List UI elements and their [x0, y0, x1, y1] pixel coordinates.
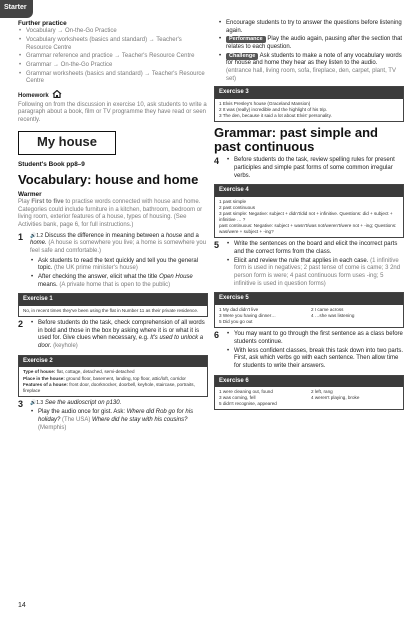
exercise-1-item: [18, 233, 208, 291]
exercise-5-steps: [226, 241, 404, 288]
warmer-text: [18, 199, 208, 230]
further-practice-item: • Grammar worksheets (basics and standard) → Teacher's Resource Centre: [18, 71, 208, 86]
answer-box-text: No, in recent times they've been using the flat in Number 11 as their private residence.: [23, 308, 199, 314]
ex3-step: • Encourage students to try to answer the questions before listening again.: [218, 20, 404, 35]
ex6-step: • With less confident classes, break this task down into two parts. First, ask which verbs go with each sentence. Then allow time for students to write their answers.: [226, 348, 404, 371]
exercise-number: 1: [18, 231, 24, 242]
exercise-2-item: [18, 320, 208, 352]
answer-col: [311, 307, 399, 325]
left-column: [18, 20, 208, 433]
exercise-4-item: [214, 157, 404, 181]
answer-box-body: [215, 305, 403, 327]
exercise-2-steps: [30, 320, 208, 351]
ex6-step: • You may want to go through the first sentence as a class before students continue.: [226, 331, 404, 346]
exercise-5-answer-box: [214, 292, 404, 328]
exercise-3-intro: [30, 400, 208, 408]
answer-box-heading: Exercise 2: [19, 356, 207, 368]
audio-icon: 🔊: [30, 399, 37, 406]
further-practice-item: • Vocabulary → On-the-Go Practice: [18, 28, 208, 36]
exercise-number: 2: [18, 319, 24, 330]
homework-heading: Homework: [18, 92, 49, 99]
further-practice-item: • Grammar → On-the-Go Practice: [18, 62, 208, 70]
answer-row-label: Features of a house:: [23, 381, 68, 387]
answer-box-heading: Exercise 5: [215, 293, 403, 305]
ex1-step-text: Ask students to read the text quickly and tell you the general topic.: [38, 257, 199, 272]
answer-box-heading: Exercise 4: [215, 185, 403, 197]
ex3-step: [30, 409, 208, 432]
ex1-step-italic: Open House: [159, 274, 193, 281]
ex4-step: • Before students do the task, review spelling rules for present participles and simple past forms of some common irregular verbs.: [226, 157, 404, 180]
exercise-3-continued: [214, 20, 404, 83]
ex1-and: and a: [183, 232, 199, 239]
answer-line: 2 I came across: [311, 307, 344, 313]
exercise-6-answer-box: [214, 375, 404, 411]
ex1-step-note: (the UK prime minister's house): [54, 265, 138, 272]
warmer-body: to practise words connected with house and home. Categories could include furniture in a kitchen, bathroom, bedroom or living room, exterior features of a house, types of housing.: [18, 198, 203, 221]
warmer-game: First to five: [31, 198, 64, 205]
answer-line: 4 weren't playing, broke: [311, 395, 360, 401]
students-book-ref: Student's Book pp8–9: [18, 160, 85, 168]
grammar-title: Grammar: past simple and past continuous: [214, 125, 378, 155]
exercise-3-steps: [30, 409, 208, 432]
homework-text: Following on from the discussion in exercise 10, ask students to write a paragraph about a book, film or TV programme they have read or seen recently.: [18, 101, 207, 123]
answer-line: 1 were cleaning out, found: [219, 389, 273, 395]
answer-line: 2 It was (really) incredible and the highlight of his trip.: [219, 107, 328, 113]
audio-track: 1.2: [36, 232, 44, 239]
answer-row-text: ground floor, basement, landing, top floor, attic/loft, corridor: [66, 375, 186, 381]
ex3-step-note: (entrance hall, living room, sofa, fireplace, den, carpet, plant, TV set): [226, 68, 396, 82]
performance-badge: Performance: [226, 36, 266, 43]
exercise-number: 6: [214, 330, 220, 341]
further-practice-list: [18, 28, 208, 86]
answer-line: past continuous: Negative: subject + wasn't/was not/weren't/were not + -ing; Questions: was/were + subject + -ing?: [219, 223, 397, 235]
exercise-6-steps: [226, 331, 404, 370]
ex3-answer: (The USA): [62, 417, 91, 424]
answer-row-label: Place in the house:: [23, 375, 65, 381]
answer-box-heading: Exercise 1: [19, 294, 207, 306]
exercise-number: 5: [214, 240, 220, 251]
exercise-1-intro: [30, 233, 208, 256]
ex5-step-text: Elicit and review the rule that applies in each case.: [234, 257, 369, 264]
ex3-question: Where did Rob go for his holiday?: [38, 409, 194, 424]
starter-tab: [0, 0, 33, 18]
audio-icon: 🔊: [30, 232, 37, 239]
warmer-play: Play: [18, 198, 30, 205]
exercise-1-answer-box: [18, 293, 208, 317]
answer-col: [219, 389, 307, 407]
homework-heading-row: [18, 90, 208, 102]
ex3-step-text: Play the audio again, pausing after the section that relates to each question.: [226, 36, 403, 51]
challenge-badge: Challenge: [226, 53, 258, 60]
answer-line: 1 My dad didn't live: [219, 307, 259, 313]
house-icon: [52, 90, 62, 102]
ex3-intro: See the audioscript on p130.: [44, 399, 122, 406]
exercise-number: 3: [18, 398, 24, 409]
exercise-2-answer-box: [18, 355, 208, 397]
warmer-heading: Warmer: [18, 190, 42, 198]
exercise-3-answer-box: [214, 86, 404, 122]
further-practice-heading: Further practice: [18, 20, 67, 27]
answer-box-body: [215, 387, 403, 409]
ex1-house: house: [165, 232, 183, 239]
answer-line: 3 past simple: Negative: subject + didn't/did not + infinitive. Questions: did + subject + infinitive … ?: [219, 211, 393, 223]
answer-row-text: front door, doorknocker, doorbell, keyhole, staircase, portraits, fireplace: [23, 381, 195, 393]
ex3-answer: (Memphis): [38, 424, 67, 431]
ex1-step: [30, 258, 208, 273]
answer-box-heading: Exercise 3: [215, 87, 403, 99]
audio-track: 1.3: [36, 399, 44, 406]
ex3-step: [218, 53, 404, 84]
answer-line: 5 didn't recognise, appeared: [219, 401, 277, 407]
warmer-ref: (See Activities bank, page 6, for full instructions.): [18, 214, 187, 228]
answer-line: 1 Elvis Presley's house (Graceland Mansion): [219, 101, 311, 107]
answer-row-text: flat, cottage, detached, semi-detached: [56, 369, 135, 375]
further-practice-item: • Vocabulary worksheets (basics and standard) → Teacher's Resource Centre: [18, 37, 208, 52]
ex1-text: Discuss the difference in meaning between a: [44, 232, 165, 239]
ex5-step-note: (1 infinitive form is used in negatives; 2 past tense of come is came; 3 2nd person form is were; 4 past continuous form uses -ing; 5 infinitive is used in question forms): [234, 257, 401, 287]
answer-row: [23, 382, 203, 394]
answer-line: 2 past continuous: [219, 205, 256, 211]
ex5-step: • Write the sentences on the board and elicit the incorrect parts and the correct forms from the class.: [226, 241, 404, 256]
exercise-3-item: [18, 400, 208, 434]
answer-line: 1 past simple: [219, 198, 247, 204]
right-column: [214, 20, 404, 413]
ex1-step-note: (A private home that is open to the public): [59, 281, 171, 288]
ex3-step-text: Ask students to make a note of any vocabulary words for house and home they hear as they listen to the audio.: [226, 52, 402, 67]
ex2-text: Before students do the task, check comprehension of all words in bold and those in the box by asking where it is or what it is used for. Give clues when necessary, e.g.: [38, 320, 205, 342]
further-practice-item: • Grammar reference and practice → Teacher's Resource Centre: [18, 53, 208, 61]
answer-box-body: [19, 367, 207, 395]
page-number: 14: [18, 602, 26, 609]
ex1-step-text: After checking the answer, elicit what the title: [38, 274, 158, 281]
ex2-note: (keyhole): [53, 343, 78, 350]
answer-box-body: [215, 99, 403, 121]
exercise-5-item: [214, 241, 404, 289]
answer-row-label: Type of house:: [23, 369, 56, 375]
answer-line: 3 Were you having dinner…: [219, 313, 276, 319]
ex1-step: [30, 274, 208, 289]
ex1-note: (A house is somewhere you live; a home is somewhere you feel safe and comfortable.): [30, 240, 207, 255]
ex2-step: [30, 320, 208, 351]
ex3-step-text: Play the audio once for gist. Ask:: [38, 409, 126, 416]
exercise-1-steps: [30, 258, 208, 290]
answer-line: 3 was coming, fell: [219, 395, 256, 401]
ex1-step-end: means.: [38, 281, 58, 288]
ex3-question: Where did he stay with his cousins?: [92, 417, 188, 424]
answer-box-heading: Exercise 6: [215, 376, 403, 388]
ex3-step: [218, 36, 404, 51]
exercise-number: 4: [214, 156, 220, 167]
ex1-home: home.: [30, 240, 47, 247]
exercise-6-item: [214, 331, 404, 371]
answer-box-body: [215, 197, 403, 237]
answer-col: [311, 389, 399, 407]
answer-line: 4 …she was listening: [311, 313, 355, 319]
answer-col: [219, 307, 307, 325]
answer-line: 2 left, rang: [311, 389, 333, 395]
ex5-step: [226, 258, 404, 289]
exercise-4-answer-box: [214, 184, 404, 238]
answer-line: 3 The den, because it said a lot about Elvis' personality.: [219, 113, 332, 119]
unit-title: My house: [18, 131, 116, 155]
answer-line: 5 Did you go out: [219, 319, 253, 325]
starter-tab-label: Starter: [4, 4, 27, 11]
exercise-4-steps: [226, 157, 404, 180]
ex2-example: It's used to unlock a door.: [38, 335, 204, 350]
section-title: Vocabulary: house and home: [18, 171, 199, 187]
